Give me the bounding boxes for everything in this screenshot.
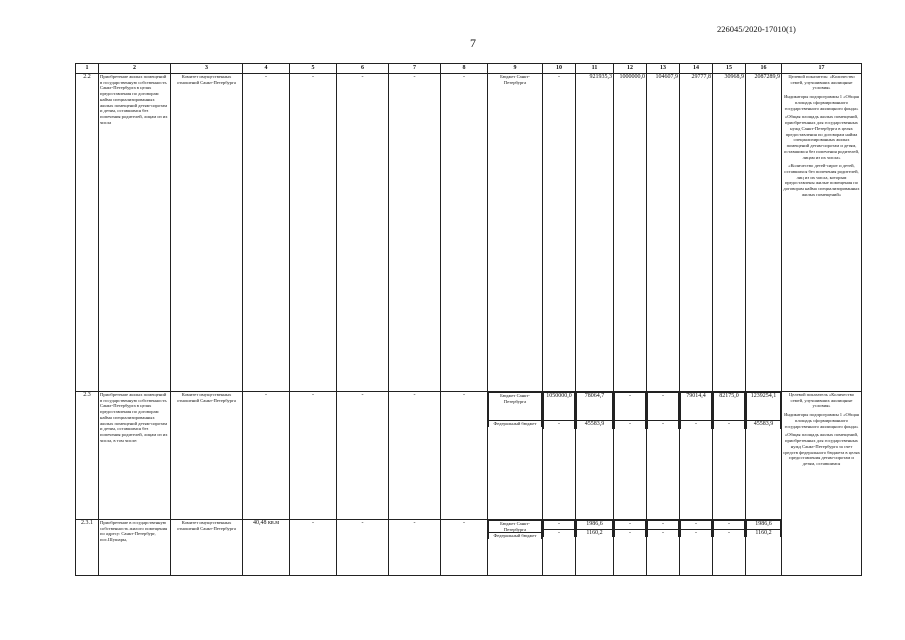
cell-c12: - — [615, 421, 646, 429]
col-header: 5 — [290, 64, 337, 74]
cell-c16: 1160,2 — [747, 529, 781, 537]
budget-subtable — [680, 520, 712, 537]
cell-c4: - — [243, 74, 290, 392]
budget-subtable — [614, 520, 646, 537]
col-header: 15 — [713, 64, 746, 74]
cell-c14: - — [681, 529, 712, 537]
col-header: 16 — [746, 64, 782, 74]
budget-subtable — [746, 520, 781, 537]
cell-c11: 921935,3 — [576, 74, 614, 392]
col-header: 8 — [441, 64, 488, 74]
cell-c14: - — [681, 521, 712, 530]
budget-cell — [614, 392, 647, 520]
budget-cell — [543, 392, 576, 520]
cell-c13: - — [648, 421, 679, 429]
row-number: 2.3 — [76, 392, 99, 520]
col-header: 2 — [99, 64, 171, 74]
cell-c11: 1160,2 — [577, 529, 613, 537]
budget-subtable — [680, 392, 712, 429]
budget-source: Федеральный бюджет — [489, 421, 542, 427]
col-header: 6 — [337, 64, 389, 74]
cell-c16: 45583,9 — [747, 421, 781, 429]
cell-c4: 40,48 кв.м — [243, 520, 290, 576]
cell-c10: - — [544, 421, 575, 429]
row-name: Приобретение жилых помещений в государственную собственность Санкт-Петербурга в целях предоставления по договорам найма специализированных жилых помещений детям-сиротам и детям, оставшимся без попечения родителей, лицам из их числа — [99, 74, 171, 392]
indicator-text: Целевой показатель «Количество семей, улучшивших жилищные условия» — [788, 392, 855, 409]
cell-c15: 82175,0 — [714, 393, 745, 421]
budget-subtable — [488, 392, 542, 427]
budget-subtable — [647, 392, 679, 429]
col-header: 12 — [614, 64, 647, 74]
budget-subtable — [647, 520, 679, 537]
budget-cell — [576, 392, 614, 520]
cell-c16: 1986,6 — [747, 521, 781, 530]
cell-c16: 2087289,9 — [746, 74, 782, 392]
cell-c12: - — [615, 521, 646, 530]
row-number: 2.2 — [76, 74, 99, 392]
budget-cell — [488, 392, 543, 520]
cell-c16: 1239254,1 — [747, 393, 781, 421]
budget-subtable — [713, 520, 745, 537]
program-table — [75, 63, 862, 576]
cell-c5: - — [290, 74, 337, 392]
indicator-text: «Общая площадь жилых помещений, приобретенных для государственных нужд Санкт-Петербурга в целях предоставления по договорам найма специализированных жилых помещений детям-сиротам и детям, оставшимся без попечения родителей, лицам из их числа» — [783, 114, 860, 160]
cell-c15: - — [714, 529, 745, 537]
cell-c10: 1050000,0 — [544, 393, 575, 421]
cell-c13: 104607,9 — [647, 74, 680, 392]
indicator-text: Целевой показатель: «Количество семей, улучшивших жилищные условия» — [788, 74, 855, 91]
cell-c15: 30968,9 — [713, 74, 746, 392]
cell-c8: - — [441, 392, 488, 520]
row-executor: Комитет имущественных отношений Санкт-Петербурга — [171, 520, 243, 576]
header-row — [76, 64, 862, 74]
budget-cell — [488, 520, 543, 576]
cell-c7: - — [389, 74, 441, 392]
budget-subtable — [543, 520, 575, 537]
table-row — [76, 520, 862, 576]
budget-subtable — [746, 392, 781, 429]
budget-cell — [647, 520, 680, 576]
cell-c13: - — [648, 521, 679, 530]
cell-c5: - — [290, 392, 337, 520]
cell-c14: 79014,4 — [681, 393, 712, 421]
cell-c12: - — [615, 529, 646, 537]
budget-subtable — [543, 392, 575, 429]
cell-c10: - — [543, 74, 576, 392]
cell-c10: - — [544, 521, 575, 530]
budget-cell — [713, 520, 746, 576]
col-header: 10 — [543, 64, 576, 74]
cell-c8: - — [441, 74, 488, 392]
budget-cell — [746, 392, 782, 520]
col-header: 17 — [782, 64, 862, 74]
table-row — [76, 392, 862, 520]
cell-c8: - — [441, 520, 488, 576]
row-executor: Комитет имущественных отношений Санкт-Петербурга — [171, 74, 243, 392]
cell-c12: - — [615, 393, 646, 421]
cell-c12: 1000000,0 — [614, 74, 647, 392]
col-header: 9 — [488, 64, 543, 74]
budget-source: Бюджет Санкт-Петербурга — [488, 74, 543, 392]
cell-c13: - — [648, 393, 679, 421]
cell-c7: - — [389, 520, 441, 576]
cell-c7: - — [389, 392, 441, 520]
indicators — [782, 74, 862, 392]
budget-subtable — [614, 392, 646, 429]
cell-c4: - — [243, 392, 290, 520]
row-name: Приобретение в государственную собственность жилого помещения по адресу: Санкт-Петербург, пос.Шушары, — [99, 520, 171, 576]
indicators — [782, 392, 862, 576]
budget-source: Бюджет Санкт-Петербурга — [489, 521, 542, 533]
col-header: 3 — [171, 64, 243, 74]
cell-c14: - — [681, 421, 712, 429]
budget-subtable — [713, 392, 745, 429]
budget-cell — [543, 520, 576, 576]
row-name: Приобретение жилых помещений в государственную собственность Санкт-Петербурга в целях предоставления по договорам найма специализированных жилых помещений детям-сиротам и детям, оставшимся без попечения родителей, лицам из их числа, в том числе: — [99, 392, 171, 520]
cell-c11: 78064,7 — [577, 393, 613, 421]
page-number: 7 — [470, 36, 476, 50]
indicator-text: Индикаторы подпрограммы 1 «Общая площадь сформированного государственного жилищного фонда» — [784, 412, 859, 429]
budget-source: Бюджет Санкт-Петербурга — [489, 393, 542, 421]
col-header: 14 — [680, 64, 713, 74]
table-row — [76, 74, 862, 392]
cell-c5: - — [290, 520, 337, 576]
budget-cell — [680, 520, 713, 576]
cell-c11: 1986,6 — [577, 521, 613, 530]
col-header: 11 — [576, 64, 614, 74]
cell-c6: - — [337, 74, 389, 392]
col-header: 1 — [76, 64, 99, 74]
cell-c13: - — [648, 529, 679, 537]
cell-c10: - — [544, 529, 575, 537]
cell-c14: 29777,8 — [680, 74, 713, 392]
budget-subtable — [576, 392, 613, 429]
budget-cell — [614, 520, 647, 576]
document-id: 226045/2020-17010(1) — [717, 24, 796, 34]
cell-c6: - — [337, 392, 389, 520]
budget-cell — [713, 392, 746, 520]
col-header: 7 — [389, 64, 441, 74]
indicator-text: «Количество детей-сирот и детей, оставшихся без попечения родителей, лиц из их числа, которым предоставлены жилые помещения по договорам найма специализированных жилых помещений» — [783, 163, 860, 197]
col-header: 4 — [243, 64, 290, 74]
indicator-text: «Общая площадь жилых помещений, приобретенных для государственных нужд Санкт-Петербурга за счет средств федерального бюджета в целях предоставления детям-сиротам и детям, оставшимся — [783, 432, 860, 467]
row-number: 2.3.1 — [76, 520, 99, 576]
cell-c15: - — [714, 421, 745, 429]
indicator-text: Индикаторы подпрограммы 1 «Общая площадь сформированного государственного жилищного фонда» — [784, 94, 859, 111]
row-executor: Комитет имущественных отношений Санкт-Петербурга — [171, 392, 243, 520]
budget-cell — [647, 392, 680, 520]
budget-source: Федеральный бюджет — [489, 533, 542, 539]
col-header: 13 — [647, 64, 680, 74]
budget-subtable — [576, 520, 613, 537]
cell-c6: - — [337, 520, 389, 576]
budget-cell — [680, 392, 713, 520]
budget-cell — [746, 520, 782, 576]
cell-c15: - — [714, 521, 745, 530]
budget-cell — [576, 520, 614, 576]
cell-c11: 45583,9 — [577, 421, 613, 429]
budget-subtable — [488, 520, 542, 539]
